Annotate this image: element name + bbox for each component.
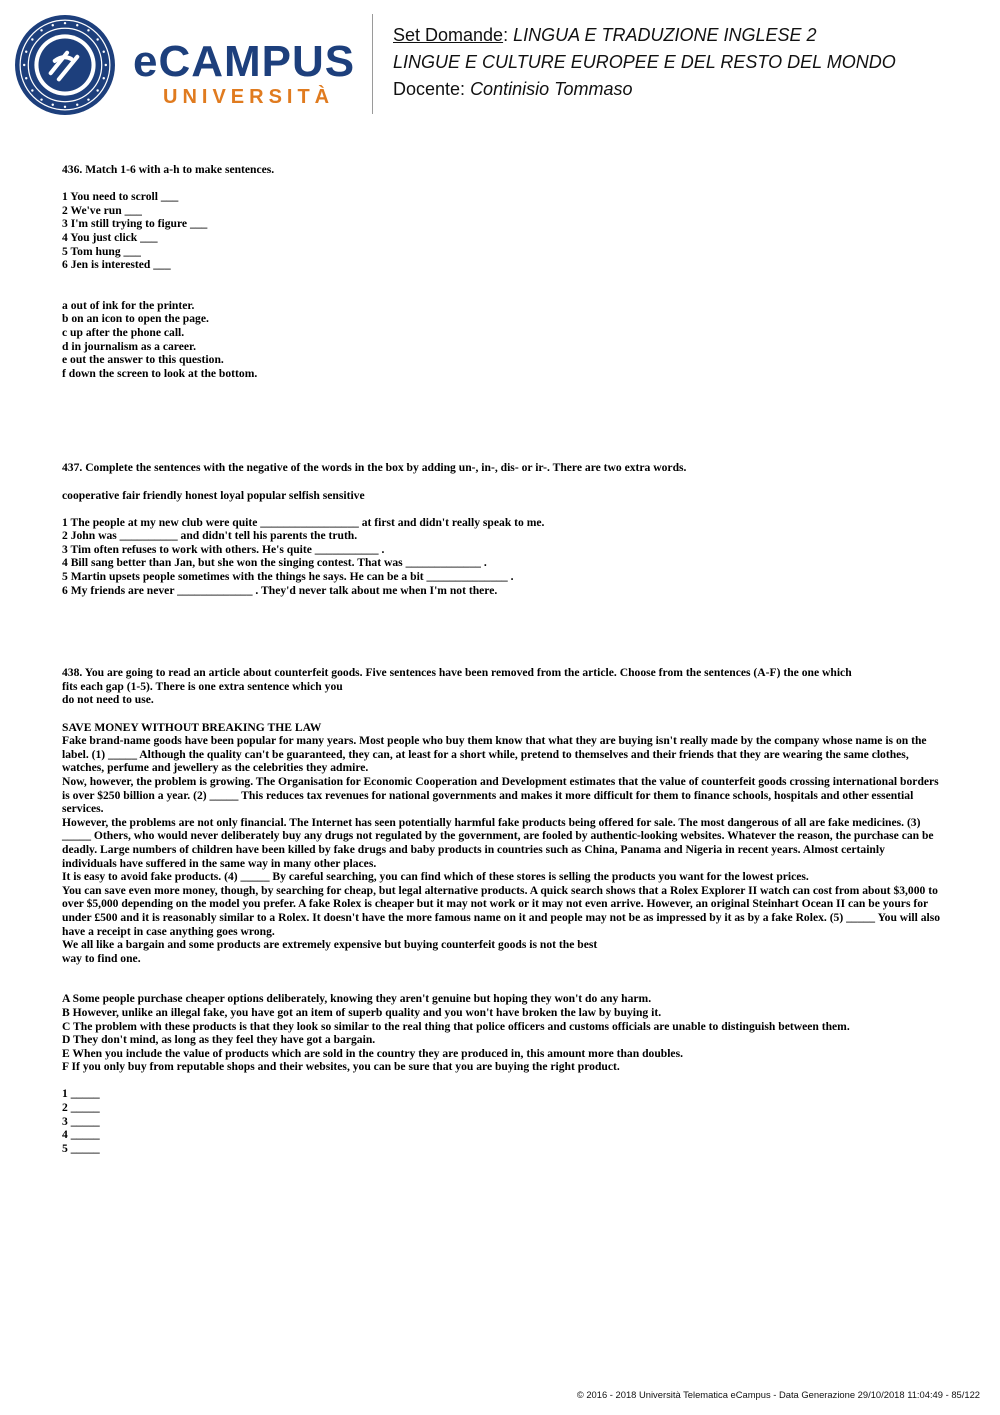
sentence-option: F If you only buy from reputable shops and their websites, you can be sure that you are buying the right product.	[62, 1060, 620, 1074]
header-info	[393, 22, 896, 103]
answer-slot: 1 _____	[62, 1087, 100, 1101]
match-item: 6 Jen is interested ___	[62, 258, 171, 272]
course-line: Set Domande: LINGUA E TRADUZIONE INGLESE 2	[393, 25, 817, 45]
match-option: e out the answer to this question.	[62, 353, 224, 367]
question-title: 436. Match 1-6 with a-h to make sentences.	[62, 163, 275, 176]
header-divider	[372, 14, 373, 114]
question-list	[62, 163, 942, 1155]
question-438	[62, 666, 942, 1155]
teacher-name: Continisio Tommaso	[470, 79, 633, 99]
answer-slot: 2 _____	[62, 1101, 100, 1115]
match-option: c up after the phone call.	[62, 325, 185, 339]
article-paragraph: Now, however, the problem is growing. The Organisation for Economic Cooperation and Development estimates that the value of counterfeit goods crossing international borders is over $250 billion a year. (2) _____ This reduces tax revenues for national governments and makes it more difficult for them to finance schools, hospitals and other essential services.	[62, 775, 939, 816]
gap-sentence: 1 The people at my new club were quite _________________ at first and didn't really speak to me.	[62, 515, 545, 529]
sentence-option: C The problem with these products is that they look so similar to the real thing that police officers and customs officials are unable to distinguish between them.	[62, 1019, 850, 1033]
gap-sentence: 3 Tim often refuses to work with others. He's quite ___________ .	[62, 542, 385, 556]
match-option: f down the screen to look at the bottom.	[62, 366, 258, 380]
match-item: 3 I'm still trying to figure ___	[62, 217, 208, 231]
match-item: 5 Tom hung ___	[62, 244, 141, 258]
logo-text: eCAMPUS	[133, 37, 356, 86]
match-item: 1 You need to scroll ___	[62, 190, 179, 204]
page-header	[0, 0, 1000, 125]
question-title-cont: fits each gap (1-5). There is one extra sentence which you	[62, 679, 343, 693]
sentence-option: D They don't mind, as long as they feel they have got a bargain.	[62, 1033, 376, 1047]
sentence-option: A Some people purchase cheaper options deliberately, knowing they aren't genuine but hoping they won't do any harm.	[62, 992, 652, 1006]
match-option: d in journalism as a career.	[62, 339, 196, 353]
question-title: 438. You are going to read an article about counterfeit goods. Five sentences have been removed from the article. Choose from the sentences (A-F) the one which	[62, 666, 852, 680]
answer-slot: 4 _____	[62, 1128, 100, 1142]
match-item: 2 We've run ___	[62, 203, 142, 217]
page-footer: © 2016 - 2018 Università Telematica eCampus - Data Generazione 29/10/2018 11:04:49 - 85/122	[576, 1389, 980, 1400]
gap-sentence: 5 Martin upsets people sometimes with the things he says. He can be a bit ______________ .	[62, 570, 514, 584]
article-paragraph: You can save even more money, though, by searching for cheap, but legal alternative products. A quick search shows that a Rolex Explorer II watch can cost from about $3,000 to over $5,000 depending on the model you prefer. A fake Rolex is cheaper but it may not work or it may not even arrive. However, an original Steinhart Ocean II can be yours for under £500 and it is reasonably similar to a Rolex. It doesn't have the more famous name on it and people may not be as impressed by it as by a fake Rolex. (5) _____ You will also have a receipt in case anything goes wrong.	[62, 883, 941, 938]
word-box: cooperative fair friendly honest loyal popular selfish sensitive	[62, 488, 365, 502]
logo-subtext: UNIVERSITÀ	[163, 86, 335, 108]
ecampus-wordmark	[133, 37, 356, 110]
article-paragraph: Fake brand-name goods have been popular for many years. Most people who buy them know that what they are buying isn't really made by the company whose name is on the label. (1) _____ Although the quality can't be guaranteed, they can, at least for a short while, pretend to themselves and their friends that they are wearing the same clothes, watches, perfume and jewellery as the celebrities they admire.	[62, 734, 927, 775]
match-option: a out of ink for the printer.	[62, 298, 195, 312]
course-name: LINGUA E TRADUZIONE INGLESE 2	[513, 25, 817, 45]
article-closing-cont: way to find one.	[62, 951, 141, 965]
teacher-line	[393, 76, 896, 103]
article-paragraph: However, the problems are not only financial. The Internet has seen potentially harmful fake products being offered for sale. The most dangerous of all are fake medicines. (3) _____ Others, who would never deliberately buy any drugs not regulated by the government, are fooled by authentic-looking websites. Whatever the reason, the purchase can be deadly. Large numbers of children have been killed by fake drugs and baby products in countries such as China, Panama and Nigeria in recent years. Almost certainly individuals have suffered in the same way in many other places.	[62, 815, 934, 870]
question-title-cont: do not need to use.	[62, 693, 154, 707]
question-436	[62, 163, 942, 380]
answer-slot: 3 _____	[62, 1114, 100, 1128]
article-closing: We all like a bargain and some products are extremely expensive but buying counterfeit goods is not the best	[62, 938, 598, 952]
question-437	[62, 461, 942, 597]
answer-slot: 5 _____	[62, 1141, 100, 1155]
gap-sentence: 2 John was __________ and didn't tell his parents the truth.	[62, 529, 358, 543]
sentence-option: E When you include the value of products which are sold in the country they are produced in, this amount more than doubles.	[62, 1046, 683, 1060]
article-paragraph: It is easy to avoid fake products. (4) _____ By careful searching, you can find which of these stores is selling the products you want for the lowest prices.	[62, 870, 809, 884]
set-label: Set Domande	[393, 25, 504, 45]
program-line	[393, 49, 896, 76]
match-option: b on an icon to open the page.	[62, 312, 209, 326]
match-item: 4 You just click ___	[62, 230, 158, 244]
teacher-label: Docente:	[393, 79, 466, 99]
article-title: SAVE MONEY WITHOUT BREAKING THE LAW	[62, 720, 322, 734]
program-name: LINGUE E CULTURE EUROPEE E DEL RESTO DEL MONDO	[393, 52, 896, 72]
sentence-option: B However, unlike an illegal fake, you have got an item of superb quality and you won't have broken the law by buying it.	[62, 1005, 662, 1019]
question-title: 437. Complete the sentences with the negative of the words in the box by adding un-, in-, dis- or ir-. There are two extra words.	[62, 461, 687, 475]
ecampus-seal-logo	[14, 14, 116, 116]
gap-sentence: 6 My friends are never _____________ . They'd never talk about me when I'm not there.	[62, 583, 498, 597]
gap-sentence: 4 Bill sang better than Jan, but she won the singing contest. That was _____________ .	[62, 556, 487, 570]
